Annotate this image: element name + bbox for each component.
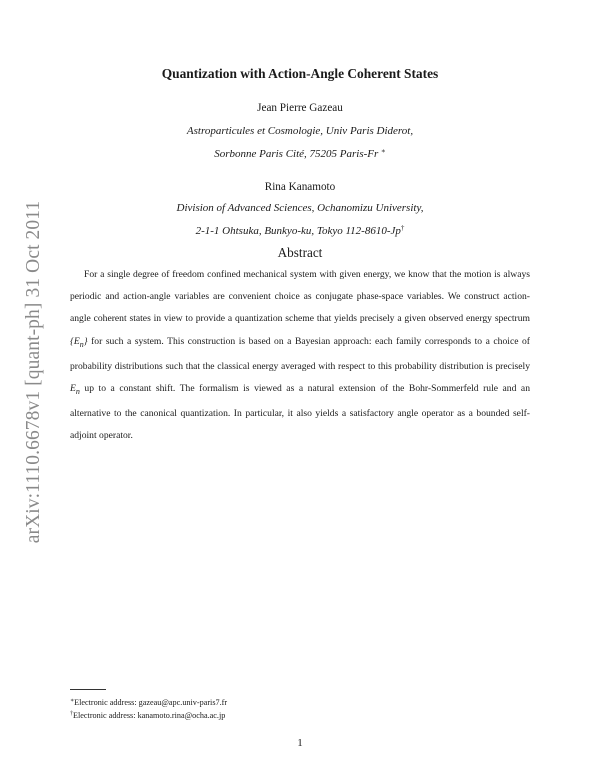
abstract-body [70, 264, 530, 447]
footnote [70, 711, 225, 720]
abstract-text: up to a constant shift. The formalism is viewed as a natural extension of the Bohr-Sommerfeld rule and an alternative to the canonical quantization. In particular, it also yields a satisfactory angle operator as a bounded self-adjoint operator. [70, 382, 530, 442]
author-name: Rina Kanamoto [264, 181, 336, 193]
footnote-text: Electronic address: gazeau@apc.univ-paris7.fr [74, 698, 228, 707]
author-affiliation: Astroparticules et Cosmologie, Univ Paris Diderot, [186, 125, 414, 137]
affiliation-text: Sorbonne Paris Cité, 75205 Paris-Fr [214, 148, 379, 160]
footnote-mark: † [400, 224, 405, 232]
abstract-paragraph [70, 264, 530, 447]
author-affiliation: Division of Advanced Sciences, Ochanomizu University, [176, 202, 424, 214]
author-name: Jean Pierre Gazeau [257, 102, 343, 114]
footnote-divider [70, 689, 106, 690]
abstract-text: For a single degree of freedom confined mechanical system with given energy, we know that the motion is always periodic and action-angle variables are convenient choice as conjugate phase-space variables. We construct action-angle coherent states in view to provide a quantization scheme that yields precisely a given observed energy spectrum [70, 269, 530, 325]
footnote-mark: ∗ [70, 698, 75, 704]
footnote-text: Electronic address: kanamoto.rina@ocha.ac.jp [73, 711, 226, 720]
affiliation-text: 2-1-1 Ohtsuka, Bunkyo-ku, Tokyo 112-8610-Jp [195, 225, 401, 237]
energy-spectrum: $\{E_n\}$ [70, 335, 88, 349]
footnote-mark: † [70, 711, 73, 717]
paper-title: Quantization with Action-Angle Coherent States [161, 66, 439, 81]
abstract-heading: Abstract [277, 245, 323, 260]
author-affiliation [0, 224, 600, 237]
arxiv-identifier: arXiv:1110.6678v1 [quant-ph] 31 Oct 2011 [23, 200, 44, 544]
abstract-text: for such a system. This construction is based on a Bayesian approach: each family corresponds to a choice of probability distributions such that the classical energy averaged with respect to this probability distribution is precisely [70, 335, 530, 372]
page-number: 1 [297, 737, 303, 749]
footnote-mark: ∗ [381, 147, 386, 155]
author-affiliation [0, 147, 600, 160]
footnote [70, 697, 227, 707]
energy-level: $E_n$ [70, 382, 80, 396]
